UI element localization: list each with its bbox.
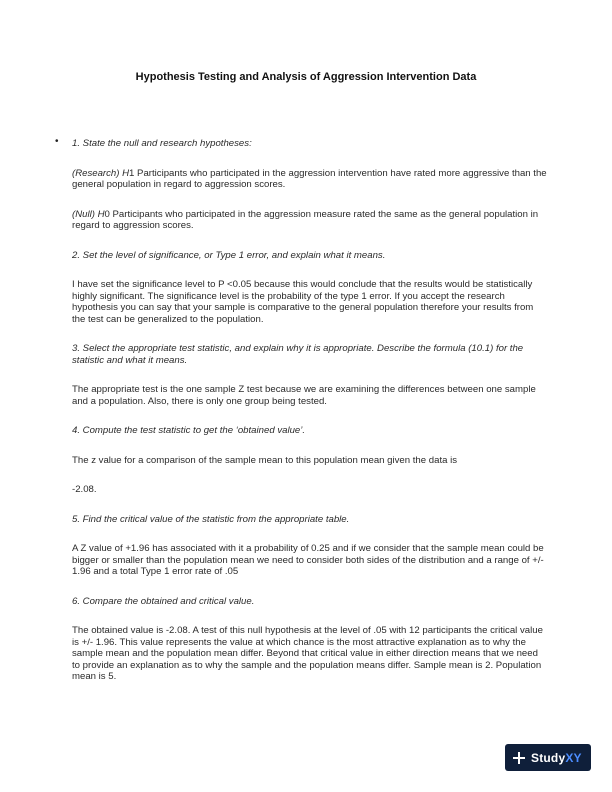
question-6: 6. Compare the obtained and critical value. [72, 595, 255, 607]
research-hypothesis-label: (Research) H [72, 167, 130, 179]
answer-5: A Z value of +1.96 has associated with it a probability of 0.25 and if we consider that the sample mean could be bigger or smaller than the population mean we need to consider both sides of the distribution and a range of +/- 1.96 and a total Type 1 error rate of .05 [72, 543, 544, 577]
answer-2: I have set the significance level to P <0.05 because this would conclude that the results would be statistically highly significant. The significance level is the probability of the type 1 error. If you accept the research hypothesis you can say that your sample is comparative to the general population therefore your results from the test can be generalized to the population. [72, 279, 534, 325]
document-body [72, 138, 548, 683]
null-hypothesis [72, 209, 548, 232]
answer-4-value: -2.08. [72, 484, 97, 495]
null-hypothesis-text: 0 Participants who participated in the aggression measure rated the same as the general population in regard to aggression scores. [72, 208, 539, 231]
question-3: 3. Select the appropriate test statistic, and explain why it is appropriate. Describe the formula (10.1) for the statistic and what it means. [72, 343, 524, 366]
question-5: 5. Find the critical value of the statistic from the appropriate table. [72, 513, 350, 525]
research-hypothesis-text: 1 Participants who participated in the aggression intervention have rated more aggressive than the general population in regard to aggression scores. [72, 167, 547, 190]
studyxy-badge[interactable] [505, 744, 591, 771]
brand-accent: XY [565, 750, 582, 765]
list-bullet: • [55, 136, 59, 147]
brand-logo [531, 751, 582, 765]
answer-6: The obtained value is -2.08. A test of this null hypothesis at the level of .05 with 12 participants the critical value is +/- 1.96. This value represents the value at which chance is the most attractive explanation as to why the sample mean and the population mean differ. Beyond that critical value in either direction means that we need to provide an explanation as to why the sample and the population means differ. Sample mean is 2. Population mean is 5. [72, 625, 543, 682]
answer-3: The appropriate test is the one sample Z test because we are examining the differences between one sample and a population. Also, there is only one group being tested. [72, 384, 536, 407]
brand-main: Study [531, 750, 566, 765]
document-title: Hypothesis Testing and Analysis of Aggression Intervention Data [135, 71, 477, 83]
question-2: 2. Set the level of significance, or Type 1 error, and explain what it means. [72, 249, 386, 261]
plus-icon [513, 752, 525, 764]
answer-4: The z value for a comparison of the sample mean to this population mean given the data is [72, 454, 458, 466]
question-4: 4. Compute the test statistic to get the ‘obtained value’. [72, 425, 306, 436]
null-hypothesis-label: (Null) H [72, 208, 105, 220]
question-1: 1. State the null and research hypotheses: [72, 138, 252, 149]
research-hypothesis [72, 168, 548, 191]
